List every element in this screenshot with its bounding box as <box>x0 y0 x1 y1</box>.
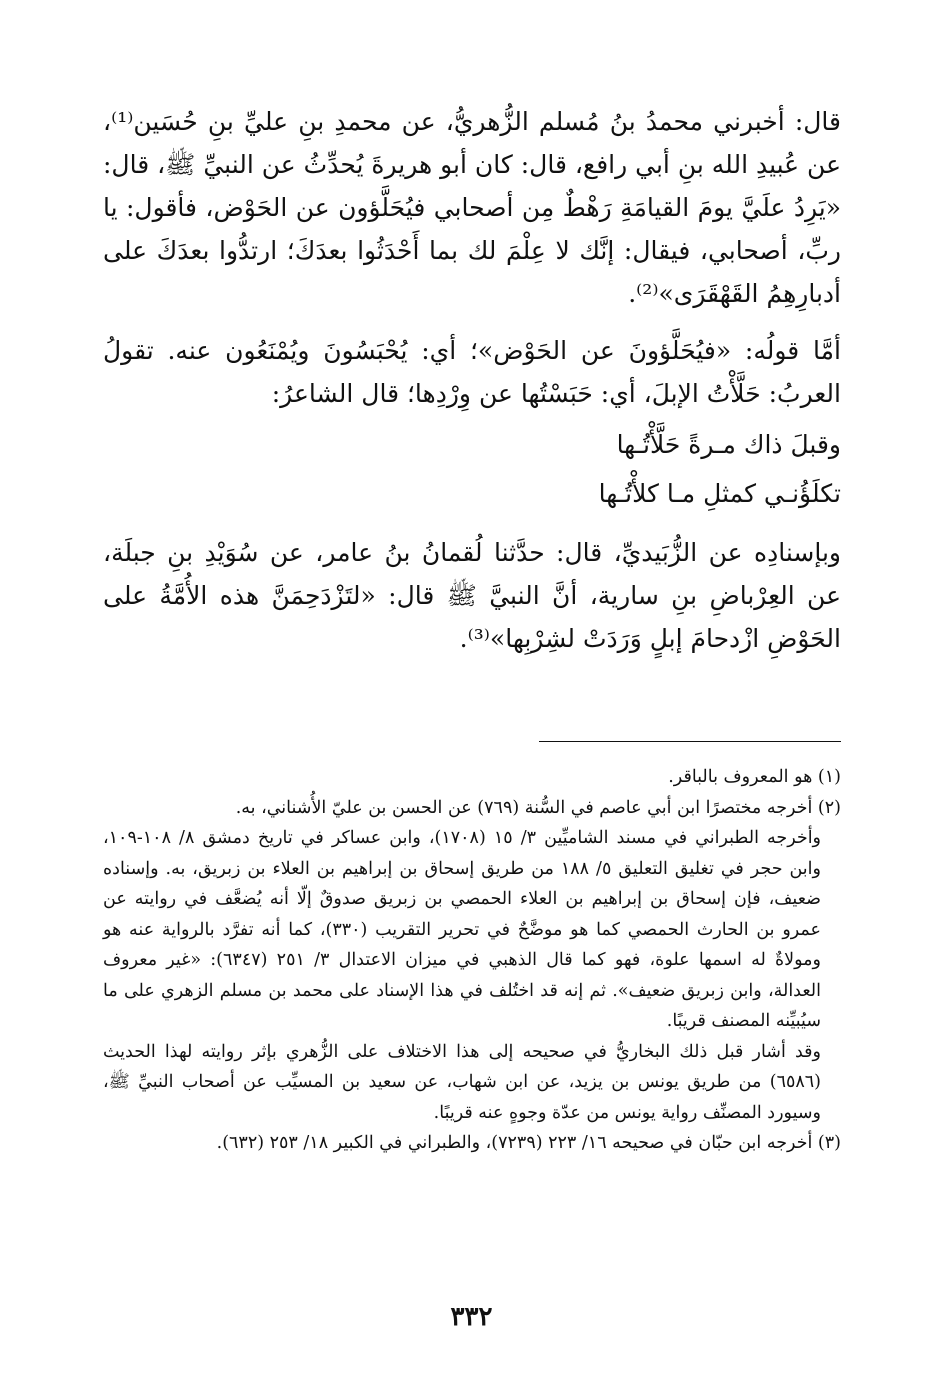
verse-line-2: تكلَؤُنـي كمثلِ مـا كلأْتُـها <box>598 479 841 508</box>
footnote-2-note: وقد أشار قبل ذلك البخاريُّ في صحيحه إلى هذا الاختلاف على الزُّهري بإثر روايته لهذا الحديث (٦٥٨٦) من طريق يونس بن يزيد، عن ابن شهاب، عن سعيد بن المسيِّب عن أصحاب النبيِّ ﷺ، وسيورد المصنِّف رواية يونس من عدّة وجوهٍ عنه قريبًا. <box>103 1041 821 1123</box>
verse-line-1: وقبلَ ذاك مـرةً حَلَّأْتُـها <box>616 430 841 459</box>
footnote-1: (١) هو المعروف بالباقر. <box>668 767 841 787</box>
paragraph-hadith: قال: أخبرني محمدُ بنُ مُسلم الزُّهريُّ، عن محمدِ بنِ عليِّ بنِ حُسَين⁽¹⁾، عن عُبيدِ الله بنِ أبي رافع، قال: كان أبو هريرةَ يُحدِّثُ عن النبيِّ ﷺ، قال: «يَرِدُ علَيَّ يومَ القيامَةِ رَهْطٌ مِن أصحابي فيُحَلَّؤون عن الحَوْض، فأقول: يا ربِّ، أصحابي، فيقال: إنَّك لا عِلْمَ لك بما أَحْدَثُوا بعدَكَ؛ ارتدُّوا بعدَكَ على أدبارِهِمُ القَهْقَرَى»⁽²⁾. <box>103 107 841 308</box>
paragraph-explanation: أمَّا قولُه: «فيُحَلَّؤونَ عن الحَوْض»؛ أي: يُحْبَسُونَ ويُمْنَعُون عنه. تقولُ العربُ: حَلَّأْتُ الإبلَ، أي: حَبَسْتُها عن وِرْدِها؛ قال الشاعرُ: <box>103 336 841 408</box>
footnote-separator <box>539 741 841 742</box>
footnote-2-continuation: وأخرجه الطبراني في مسند الشاميِّين ٣/ ١٥ (١٧٠٨)، وابن عساكر في تاريخ دمشق ٨/ ١٠٨-١٠٩، وابن حجر في تغليق التعليق ٥/ ١٨٨ من طريق إسحاق بن إبراهيم بن العلاء بن زبريق، به. وإسناده ضعيف، فإن إسحاق بن إبراهيم بن العلاء الحمصي بن زبريق صدوقٌ إلّا أنه يُضعَّف في روايته عن عمرو بن الحارث الحمصي كما هو موضَّحٌ في تحرير التقريب (٣٣٠)، كما أنه تفرَّد بالرواية عنه هو ومولاةٌ له اسمها علوة، فهو كما قال الذهبي في ميزان الاعتدال ٣/ ٢٥١ (٦٣٤٧): «غير معروف العدالة، وابن زبريق ضعيف». ثم إنه قد اختُلف في هذا الإسناد على محمد بن مسلم الزهري على ما سيُبيِّنه المصنف قريبًا. <box>103 828 822 1031</box>
poetry-verses <box>103 421 841 517</box>
paragraph-second-hadith: وبإسنادِه عن الزُّبَيديِّ، قال: حدَّثنا لُقمانُ بنُ عامر، عن سُوَيْدِ بنِ جبلَة، عن العِرْباضِ بنِ سارية، أنَّ النبيَّ ﷺ قال: «لتَزْدَحِمَنَّ هذه الأُمَّةُ على الحَوْضِ ازْدحامَ إبلٍ وَرَدَتْ لشِرْبِها»⁽³⁾. <box>103 538 841 653</box>
main-text <box>103 100 841 660</box>
footnote-3: (٣) أخرجه ابن حبّان في صحيحه ١٦/ ٢٢٣ (٧٢٣٩)، والطبراني في الكبير ١٨/ ٢٥٣ (٦٣٢). <box>216 1133 841 1153</box>
footnotes <box>103 762 841 1159</box>
page-number: ٣٣٢ <box>450 1302 493 1332</box>
footnote-2: (٢) أخرجه مختصرًا ابن أبي عاصم في السُّنة (٧٦٩) عن الحسن بن عليّ الأُشناني، به. <box>235 797 841 818</box>
